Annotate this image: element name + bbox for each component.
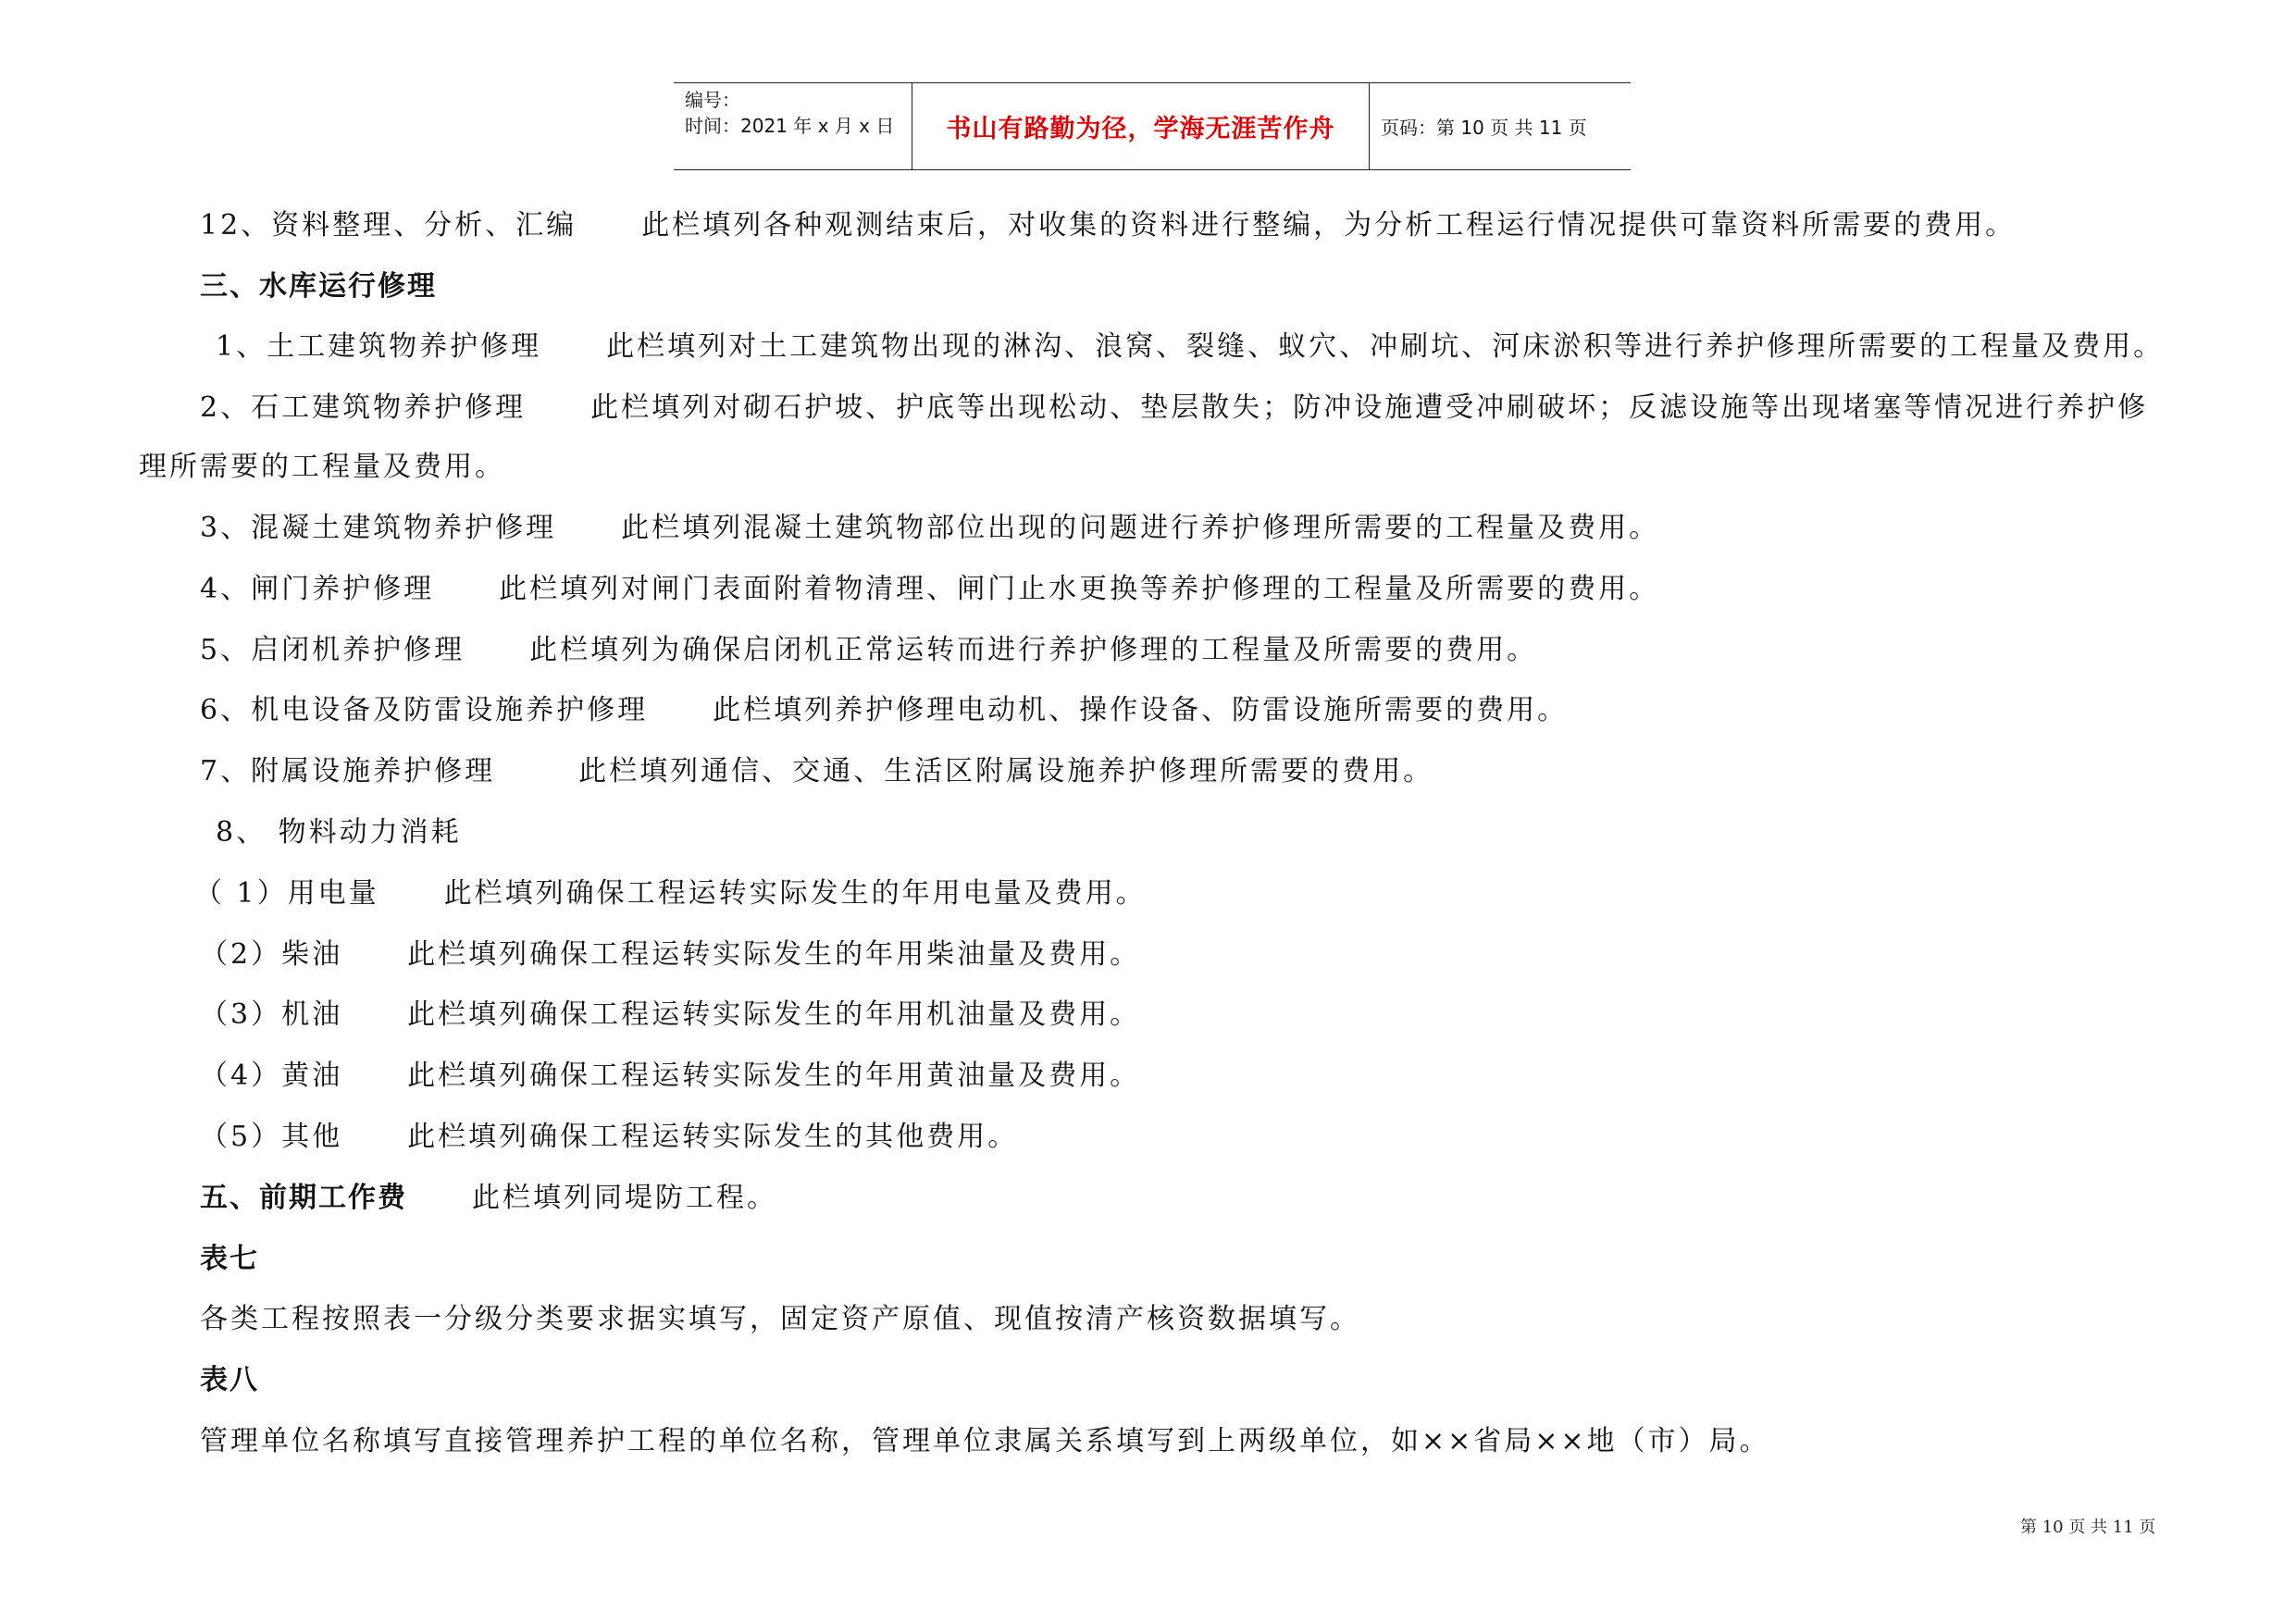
item-label: 12、资料整理、分析、汇编 (200, 209, 577, 242)
header-number-label: 编号： (685, 89, 740, 111)
header-motto: 书山有路勤为径，学海无涯苦作舟 (912, 83, 1370, 169)
table-8-heading: 表八 (200, 1364, 259, 1396)
item-label: （5）其他 (200, 1121, 343, 1153)
item-label: （ 1）用电量 (194, 877, 379, 910)
item-desc: 此栏填列对砌石护坡、护底等出现松动、垫层散失；防冲设施遭受冲刷破坏；反滤设施等出现堵塞等情况进行养护修 (590, 391, 2149, 424)
table-7-text: 各类工程按照表一分级分类要求据实填写，固定资产原值、现值按清产核资数据填写。 (200, 1303, 1360, 1335)
line-item-7 (200, 753, 1433, 790)
line-item-12 (200, 207, 2016, 244)
item-label: 4、闸门养护修理 (200, 573, 435, 605)
item-desc: 此栏填列确保工程运转实际发生的年用黄油量及费用。 (407, 1060, 1141, 1092)
line-sub-3 (200, 997, 1140, 1034)
item-desc: 此栏填列各种观测结束后，对收集的资料进行整编，为分析工程运行情况提供可靠资料所需要的费用。 (641, 209, 2017, 242)
item-desc: 此栏填列确保工程运转实际发生的年用电量及费用。 (443, 877, 1147, 910)
header-time-label: 时间：2021 年 x 月 x 日 (685, 115, 895, 137)
line-item-2 (200, 390, 2148, 427)
line-sub-2 (200, 936, 1140, 973)
item-desc: 此栏填列同堤防工程。 (472, 1182, 777, 1214)
line-item-1 (216, 329, 2164, 366)
table-8-text: 管理单位名称填写直接管理养护工程的单位名称，管理单位隶属关系填写到上两级单位，如××省局××地（市）局。 (200, 1425, 1770, 1457)
item-desc: 此栏填列确保工程运转实际发生的其他费用。 (407, 1121, 1019, 1153)
header-page-label: 页码：第 10 页 共 11 页 (1381, 117, 1587, 139)
line-item-6 (200, 692, 1568, 729)
item-desc: 此栏填列养护修理电动机、操作设备、防雷设施所需要的费用。 (713, 694, 1569, 726)
line-item-2-cont: 理所需要的工程量及费用。 (139, 451, 505, 483)
item-label: （3）机油 (200, 998, 343, 1031)
item-desc: 此栏填列混凝土建筑物部位出现的问题进行养护修理所需要的工程量及费用。 (621, 512, 1660, 544)
item-label: 6、机电设备及防雷设施养护修理 (200, 694, 649, 726)
header-meta-cell (674, 83, 912, 169)
item-label: （4）黄油 (200, 1060, 343, 1092)
line-item-8: 8、 物料动力消耗 (216, 816, 462, 849)
line-item-3 (200, 510, 1659, 547)
section-heading-3: 三、水库运行修理 (200, 270, 437, 303)
line-sub-4 (200, 1058, 1140, 1095)
item-label: 1、土工建筑物养护修理 (216, 330, 542, 363)
line-sub-5 (200, 1119, 1018, 1156)
item-label: 2、石工建筑物养护修理 (200, 391, 527, 424)
item-label: 3、混凝土建筑物养护修理 (200, 512, 557, 544)
item-desc: 此栏填列通信、交通、生活区附属设施养护修理所需要的费用。 (578, 755, 1434, 787)
item-label: 7、附属设施养护修理 (200, 755, 496, 787)
page-header (674, 82, 1631, 170)
line-item-5 (200, 632, 1537, 669)
page-footer: 第 10 页 共 11 页 (2020, 1518, 2156, 1537)
item-desc: 此栏填列对土工建筑物出现的淋沟、浪窝、裂缝、蚁穴、冲刷坑、河床淤积等进行养护修理所需要的工程量及费用。 (606, 330, 2165, 363)
item-label: （2）柴油 (200, 938, 343, 971)
section-heading-5 (200, 1180, 777, 1217)
line-sub-1 (194, 875, 1147, 912)
item-desc: 此栏填列确保工程运转实际发生的年用机油量及费用。 (407, 998, 1141, 1031)
item-desc: 此栏填列对闸门表面附着物清理、闸门止水更换等养护修理的工程量及所需要的费用。 (499, 573, 1660, 605)
item-label: 5、启闭机养护修理 (200, 634, 465, 666)
heading-label: 五、前期工作费 (200, 1182, 407, 1214)
item-desc: 此栏填列确保工程运转实际发生的年用柴油量及费用。 (407, 938, 1141, 971)
item-desc: 此栏填列为确保启闭机正常运转而进行养护修理的工程量及所需要的费用。 (529, 634, 1538, 666)
table-7-heading: 表七 (200, 1243, 259, 1275)
line-item-4 (200, 571, 1659, 608)
